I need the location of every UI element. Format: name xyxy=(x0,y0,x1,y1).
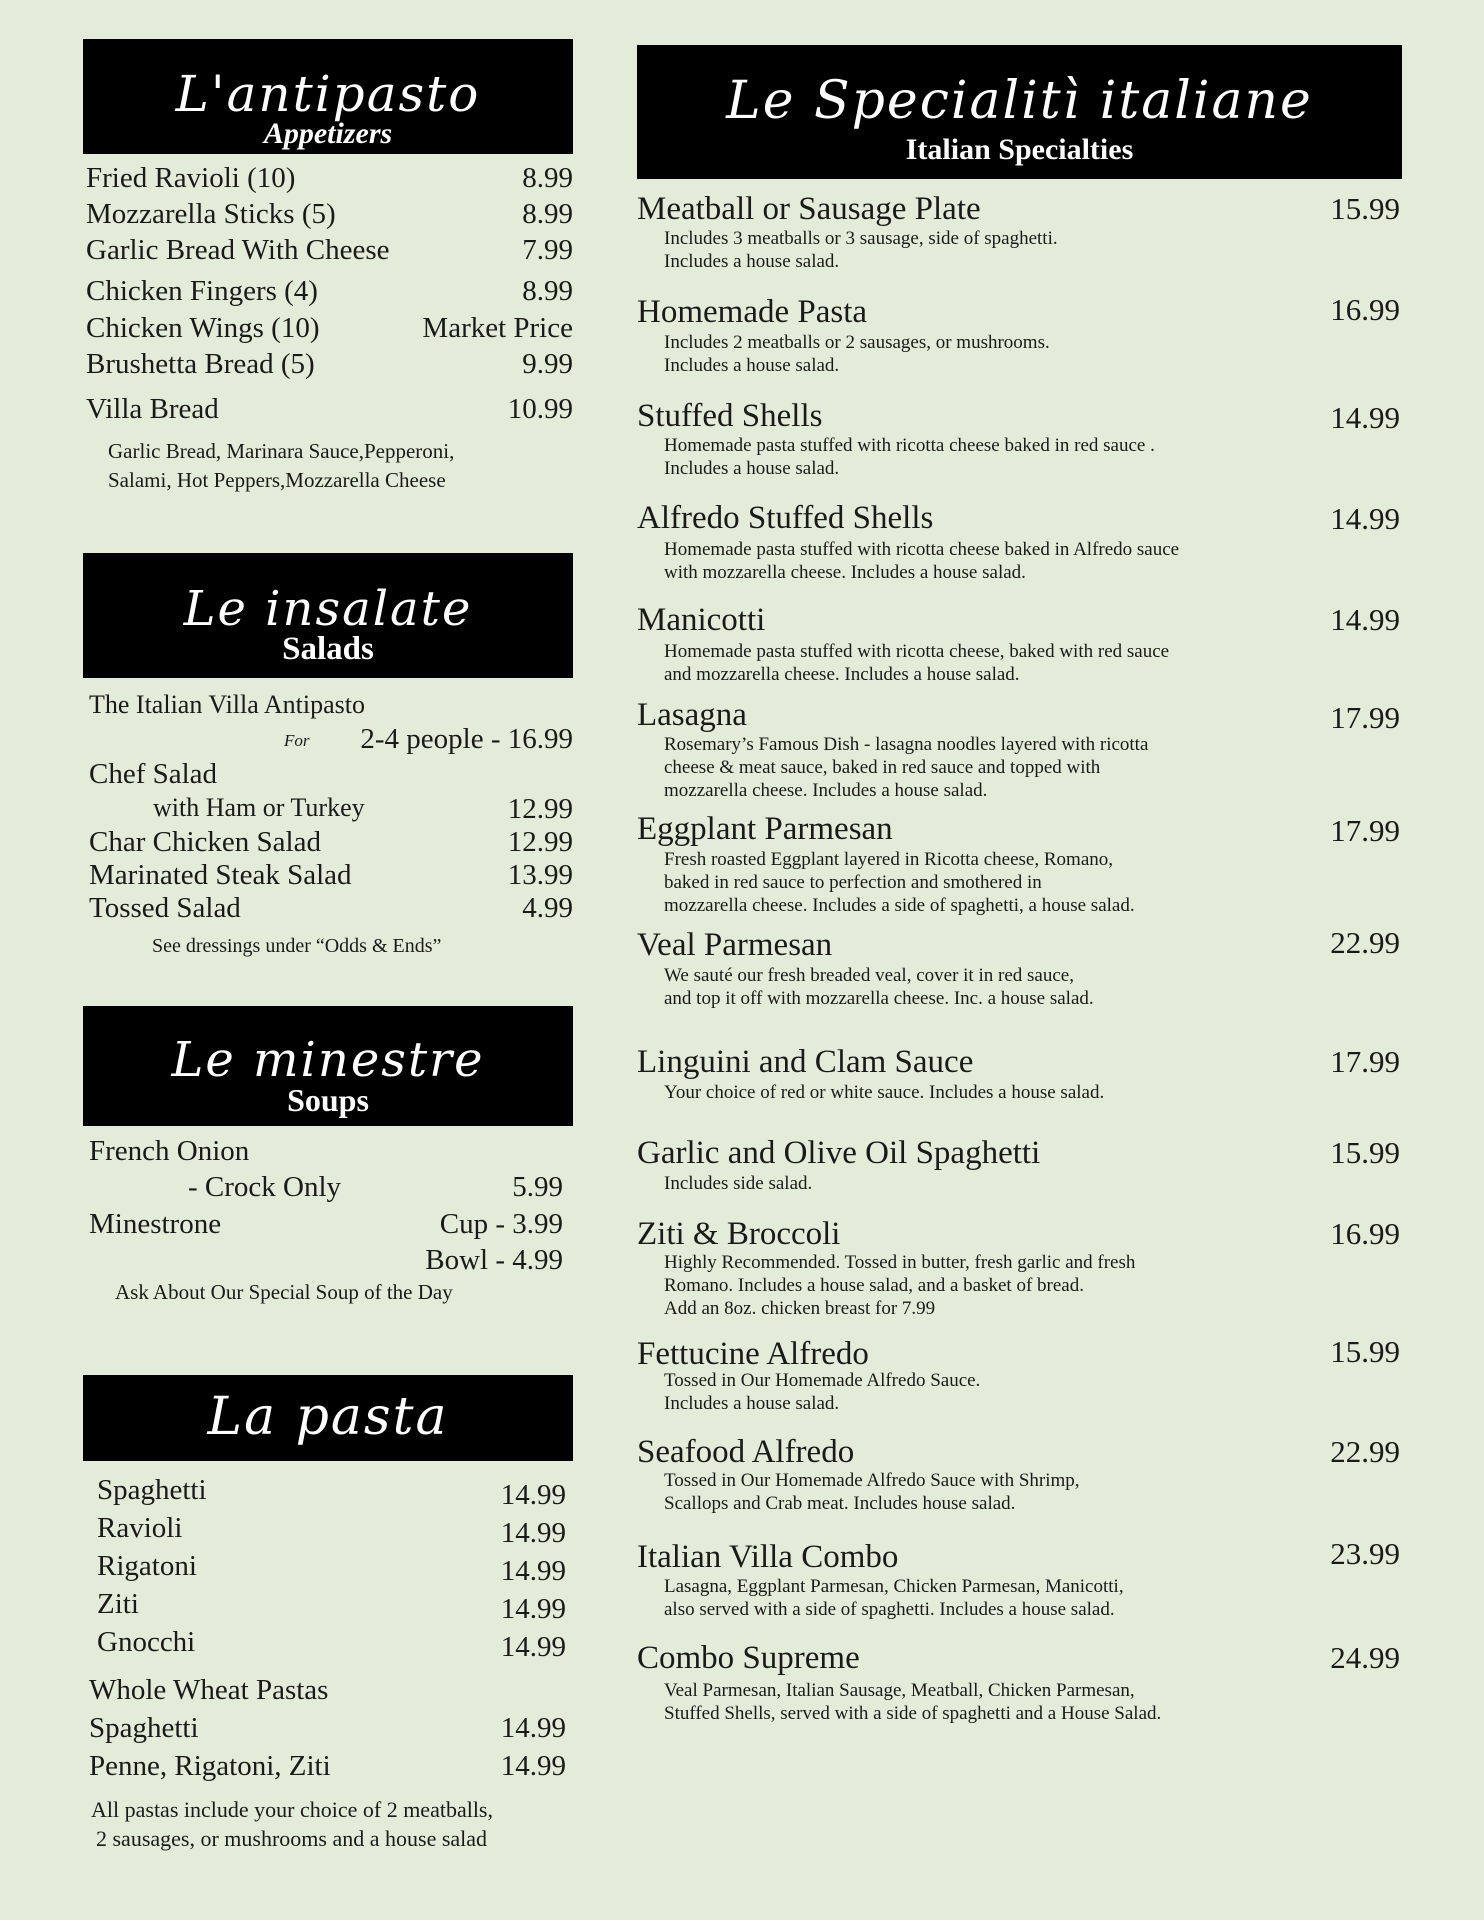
menu-item-price: 13.99 xyxy=(507,859,573,891)
insalate-banner xyxy=(83,553,573,678)
menu-item-name: Rigatoni xyxy=(97,1550,197,1582)
specialty-name: Garlic and Olive Oil Spaghetti xyxy=(637,1135,1041,1171)
specialty-desc: Your choice of red or white sauce. Includes a house salad. xyxy=(664,1082,1105,1103)
menu-item-name: Char Chicken Salad xyxy=(89,826,321,858)
menu-item-name: Penne, Rigatoni, Ziti xyxy=(89,1750,331,1782)
menu-item-price: 14.99 xyxy=(500,1517,566,1549)
menu-item-name: Mozzarella Sticks (5) xyxy=(86,198,336,230)
specialty-desc: We sauté our fresh breaded veal, cover it in red sauce, and top it off with mozzarella cheese. Inc. a house salad. xyxy=(664,965,1094,1009)
menu-item-name: Minestrone xyxy=(89,1208,222,1240)
menu-item-price: 7.99 xyxy=(522,234,573,266)
specialty-desc: Veal Parmesan, Italian Sausage, Meatball, Chicken Parmesan, Stuffed Shells, served with a side of spaghetti and a House Salad. xyxy=(664,1680,1162,1724)
specialty-price: 17.99 xyxy=(1330,700,1400,735)
specialty-price: 16.99 xyxy=(1330,292,1400,327)
specialty-price: 14.99 xyxy=(1330,602,1400,637)
specialty-name: Veal Parmesan xyxy=(637,927,833,963)
specialty-name: Ziti & Broccoli xyxy=(637,1216,841,1252)
menu-item-price: 8.99 xyxy=(522,198,573,230)
specialty-price: 15.99 xyxy=(1330,1135,1400,1170)
antipasto-subtitle: Appetizers xyxy=(263,117,393,150)
specialty-desc: Rosemary’s Famous Dish - lasagna noodles layered with ricotta cheese & meat sauce, baked in red sauce and topped with mozzarella cheese. Includes a house salad. xyxy=(664,734,1149,801)
villa-bread-note: Salami, Hot Peppers,Mozzarella Cheese xyxy=(108,468,446,492)
menu-item-price: Bowl - 4.99 xyxy=(425,1244,563,1276)
menu-item-name: Tossed Salad xyxy=(89,892,241,924)
specialty-desc: Lasagna, Eggplant Parmesan, Chicken Parmesan, Manicotti, also served with a side of spaghetti. Includes a house salad. xyxy=(664,1576,1124,1620)
menu-item-name: Ravioli xyxy=(97,1512,183,1544)
insalate-subtitle: Salads xyxy=(282,631,374,667)
menu-item-name: French Onion xyxy=(89,1135,250,1167)
menu-item-price: 8.99 xyxy=(522,162,573,194)
menu-item-price: 12.99 xyxy=(507,826,573,858)
menu-item-name: The Italian Villa Antipasto xyxy=(89,690,365,719)
specialty-price: 15.99 xyxy=(1330,1334,1400,1369)
specialty-name: Linguini and Clam Sauce xyxy=(637,1044,974,1080)
specialty-price: 14.99 xyxy=(1330,501,1400,536)
menu-item-price: 14.99 xyxy=(500,1631,566,1663)
menu-item-name: Fried Ravioli (10) xyxy=(86,162,296,194)
menu-item-price: 10.99 xyxy=(507,393,573,425)
specialty-price: 16.99 xyxy=(1330,1216,1400,1251)
menu-item-price: 9.99 xyxy=(522,348,573,380)
pasta-note: All pastas include your choice of 2 meatballs, xyxy=(91,1797,493,1822)
pasta-title: La pasta xyxy=(207,1387,449,1447)
menu-item-option: - Crock Only xyxy=(188,1171,342,1203)
minestre-title: Le minestre xyxy=(171,1032,485,1088)
specialty-desc: Tossed in Our Homemade Alfredo Sauce. Includes a house salad. xyxy=(664,1370,981,1414)
menu-item-name: Chicken Wings (10) xyxy=(86,312,320,344)
specialty-name: Manicotti xyxy=(637,602,766,638)
specialties-banner xyxy=(637,45,1402,179)
menu-item-price: 4.99 xyxy=(522,892,573,924)
specialty-desc: Highly Recommended. Tossed in butter, fresh garlic and fresh Romano. Includes a house salad, and a basket of bread. Add an 8oz. chicken breast for 7.99 xyxy=(664,1252,1136,1319)
specialties-subtitle: Italian Specialties xyxy=(905,133,1134,166)
specialty-desc: Fresh roasted Eggplant layered in Ricotta cheese, Romano, baked in red sauce to perfection and smothered in mozzarella cheese. Includes a side of spaghetti, a house salad. xyxy=(664,849,1135,916)
menu-item-name: Brushetta Bread (5) xyxy=(86,348,315,380)
soup-note: Ask About Our Special Soup of the Day xyxy=(115,1280,453,1304)
specialty-desc: Homemade pasta stuffed with ricotta cheese baked in red sauce . Includes a house salad. xyxy=(664,435,1155,479)
menu-item-price: 14.99 xyxy=(500,1479,566,1511)
specialty-desc: Homemade pasta stuffed with ricotta cheese baked in Alfredo sauce with mozzarella cheese. Includes a house salad. xyxy=(664,539,1180,583)
specialty-price: 22.99 xyxy=(1330,1434,1400,1469)
pasta-note: 2 sausages, or mushrooms and a house salad xyxy=(96,1826,488,1851)
antipasto-title: L'antipasto xyxy=(175,65,481,123)
menu-item-price: 14.99 xyxy=(500,1712,566,1744)
specialty-name: Combo Supreme xyxy=(637,1640,860,1676)
specialty-price: 23.99 xyxy=(1330,1536,1400,1571)
menu-item-name: Chicken Fingers (4) xyxy=(86,275,318,307)
specialty-desc: Includes 2 meatballs or 2 sausages, or mushrooms. Includes a house salad. xyxy=(664,332,1050,376)
menu-item-price: 8.99 xyxy=(522,275,573,307)
menu-item-price: 14.99 xyxy=(500,1593,566,1625)
specialty-name: Stuffed Shells xyxy=(637,398,823,434)
minestre-banner xyxy=(83,1006,573,1126)
specialty-price: 24.99 xyxy=(1330,1640,1400,1675)
specialty-price: 14.99 xyxy=(1330,400,1400,435)
villa-bread-note: Garlic Bread, Marinara Sauce,Pepperoni, xyxy=(108,439,455,463)
specialty-desc: Tossed in Our Homemade Alfredo Sauce with Shrimp, Scallops and Crab meat. Includes house salad. xyxy=(664,1470,1080,1514)
menu-item-name: Garlic Bread With Cheese xyxy=(86,234,390,266)
antipasto-banner xyxy=(83,39,573,154)
specialty-name: Italian Villa Combo xyxy=(637,1539,899,1575)
specialty-name: Eggplant Parmesan xyxy=(637,811,893,847)
menu-item-name: Spaghetti xyxy=(97,1474,207,1506)
specialty-name: Seafood Alfredo xyxy=(637,1434,855,1470)
menu-item-price: 5.99 xyxy=(512,1171,563,1203)
specialty-desc: Homemade pasta stuffed with ricotta cheese, baked with red sauce and mozzarella cheese. Includes a house salad. xyxy=(664,641,1170,685)
menu-item-for: For xyxy=(284,731,310,750)
specialty-name: Lasagna xyxy=(637,697,747,733)
menu-item-option: with Ham or Turkey xyxy=(153,793,365,822)
menu-item-price: 2-4 people - 16.99 xyxy=(360,723,573,755)
specialty-price: 17.99 xyxy=(1330,813,1400,848)
menu-item-name: Ziti xyxy=(97,1588,139,1620)
specialty-price: 15.99 xyxy=(1330,191,1400,226)
specialty-desc: Includes side salad. xyxy=(664,1173,813,1194)
menu-item-price: 12.99 xyxy=(507,793,573,825)
menu-item-name: Chef Salad xyxy=(89,758,218,790)
minestre-subtitle: Soups xyxy=(287,1082,369,1118)
pasta-banner xyxy=(83,1375,573,1461)
specialty-desc: Includes 3 meatballs or 3 sausage, side of spaghetti. Includes a house salad. xyxy=(664,228,1058,272)
menu-item-price: 14.99 xyxy=(500,1750,566,1782)
menu-item-name: Villa Bread xyxy=(86,393,219,425)
specialty-price: 22.99 xyxy=(1330,925,1400,960)
specialty-name: Homemade Pasta xyxy=(637,294,868,330)
whole-wheat-heading: Whole Wheat Pastas xyxy=(89,1674,329,1706)
insalate-title: Le insalate xyxy=(183,581,473,637)
specialties-title: Le Specialitì italiane xyxy=(726,71,1313,131)
specialty-price: 17.99 xyxy=(1330,1044,1400,1079)
menu-item-name: Gnocchi xyxy=(97,1626,196,1658)
specialty-name: Meatball or Sausage Plate xyxy=(637,191,981,227)
menu-item-price: Market Price xyxy=(422,312,573,344)
specialty-name: Alfredo Stuffed Shells xyxy=(637,500,934,536)
menu-item-price: 14.99 xyxy=(500,1555,566,1587)
salad-dressings-note: See dressings under “Odds & Ends” xyxy=(152,935,442,957)
menu-item-name: Marinated Steak Salad xyxy=(89,859,352,891)
menu-item-price: Cup - 3.99 xyxy=(439,1208,563,1240)
specialty-name: Fettucine Alfredo xyxy=(637,1336,869,1372)
menu-item-name: Spaghetti xyxy=(89,1712,199,1744)
